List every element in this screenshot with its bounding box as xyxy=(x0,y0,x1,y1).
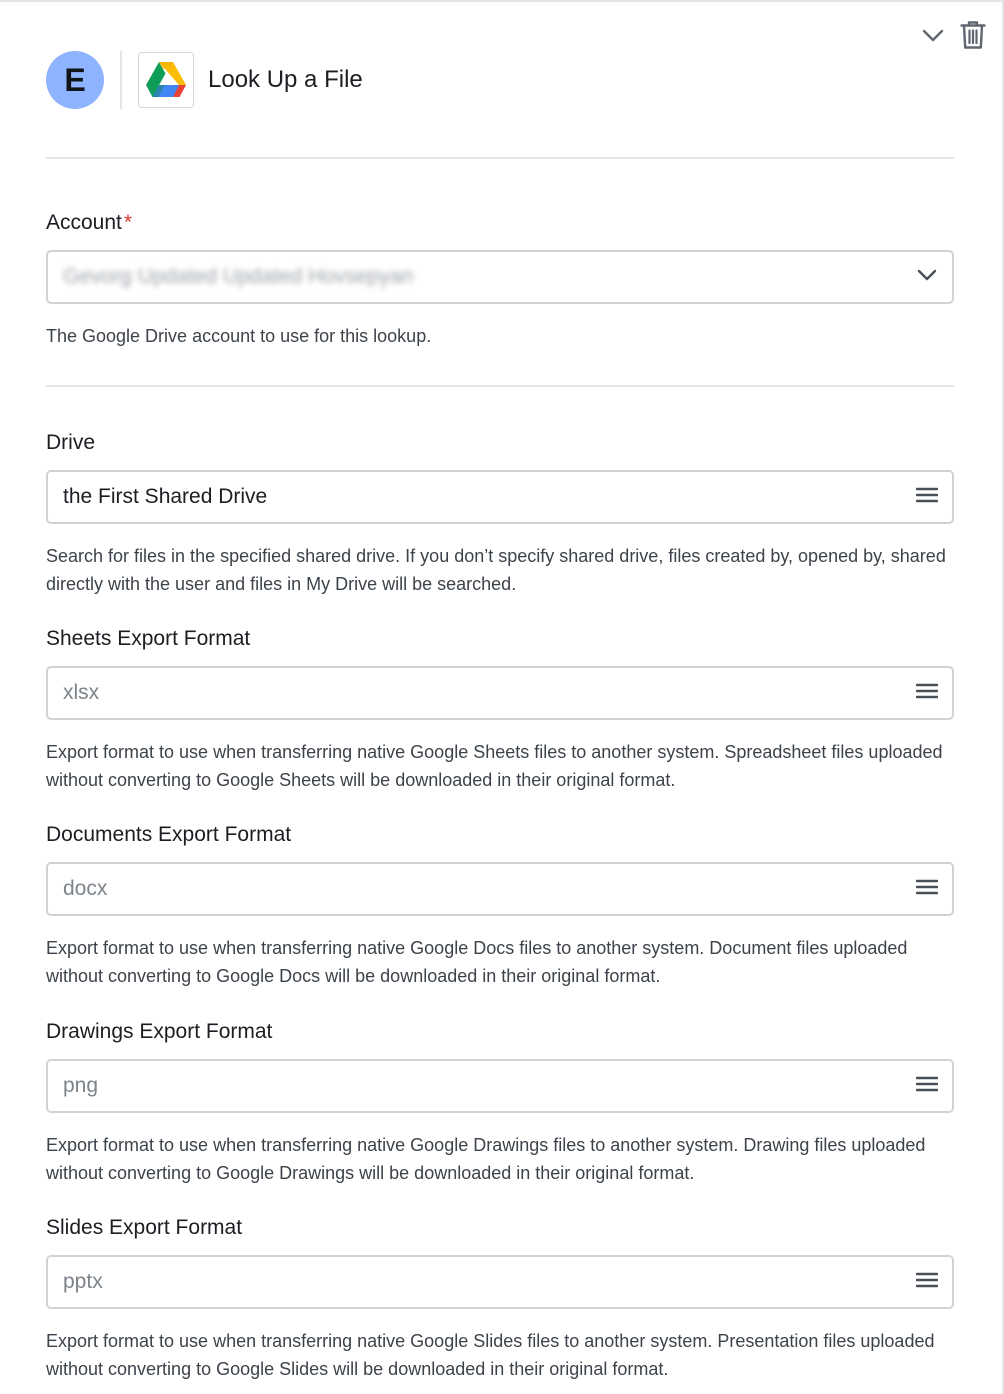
drive-label: Drive xyxy=(46,431,96,454)
chevron-down-icon[interactable] xyxy=(916,264,938,291)
sheets-export-help: Export format to use when transferring native Google Sheets files to another system. Spreadsheet files uploaded without converting to Google Sheets will be downloaded in their original format. xyxy=(46,742,943,790)
account-value: Gevorg Updated Updated Hovsepyan xyxy=(63,265,414,288)
drive-input[interactable] xyxy=(46,470,954,524)
divider xyxy=(46,385,954,387)
slides-export-label: Slides Export Format xyxy=(46,1216,243,1239)
account-select[interactable] xyxy=(46,250,954,304)
slides-export-value: pptx xyxy=(63,1270,103,1293)
documents-export-label: Documents Export Format xyxy=(46,823,292,846)
documents-export-field xyxy=(46,820,954,990)
header-divider xyxy=(120,51,122,109)
documents-export-input[interactable] xyxy=(46,862,954,916)
avatar xyxy=(46,51,104,109)
drive-help: Search for files in the specified shared drive. If you don’t specify shared drive, files created by, opened by, shared directly with the user and files in My Drive will be searched. xyxy=(46,546,946,594)
drawings-export-input[interactable] xyxy=(46,1059,954,1113)
slides-export-help: Export format to use when transferring native Google Slides files to another system. Presentation files uploaded without converting to Google Slides will be downloaded in their original format. xyxy=(46,1331,935,1379)
drawings-export-field xyxy=(46,1017,954,1187)
divider xyxy=(46,157,954,159)
slides-export-field xyxy=(46,1213,954,1383)
sheets-export-value: xlsx xyxy=(63,681,100,704)
drive-field xyxy=(46,428,954,598)
slides-export-input[interactable] xyxy=(46,1255,954,1309)
drawings-export-help: Export format to use when transferring native Google Drawings files to another system. Drawing files uploaded without converting to Google Drawings will be downloaded in their original format. xyxy=(46,1135,926,1183)
drawings-export-value: png xyxy=(63,1074,99,1097)
sheets-export-input[interactable] xyxy=(46,666,954,720)
drawings-export-label: Drawings Export Format xyxy=(46,1020,273,1043)
list-menu-icon[interactable] xyxy=(916,1075,938,1098)
documents-export-help: Export format to use when transferring native Google Docs files to another system. Document files uploaded without converting to Google Docs will be downloaded in their original format. xyxy=(46,938,908,986)
step-header xyxy=(46,50,363,110)
step-title: Look Up a File xyxy=(208,66,363,93)
required-mark: * xyxy=(123,211,133,234)
list-menu-icon[interactable] xyxy=(916,1271,938,1294)
list-menu-icon[interactable] xyxy=(916,682,938,705)
trash-icon[interactable] xyxy=(958,20,988,50)
google-drive-icon xyxy=(145,61,187,99)
account-field xyxy=(46,208,954,350)
sheets-export-field xyxy=(46,624,954,794)
list-menu-icon[interactable] xyxy=(916,486,938,509)
list-menu-icon[interactable] xyxy=(916,878,938,901)
account-label xyxy=(46,208,954,238)
account-help: The Google Drive account to use for this lookup. xyxy=(46,326,432,346)
documents-export-value: docx xyxy=(63,877,108,900)
panel-actions xyxy=(918,20,988,50)
account-label-text: Account xyxy=(46,211,122,234)
sheets-export-label: Sheets Export Format xyxy=(46,627,251,650)
drive-value: the First Shared Drive xyxy=(63,485,268,508)
avatar-letter: E xyxy=(64,61,86,98)
app-icon-box xyxy=(138,52,194,108)
chevron-down-icon[interactable] xyxy=(918,20,948,50)
